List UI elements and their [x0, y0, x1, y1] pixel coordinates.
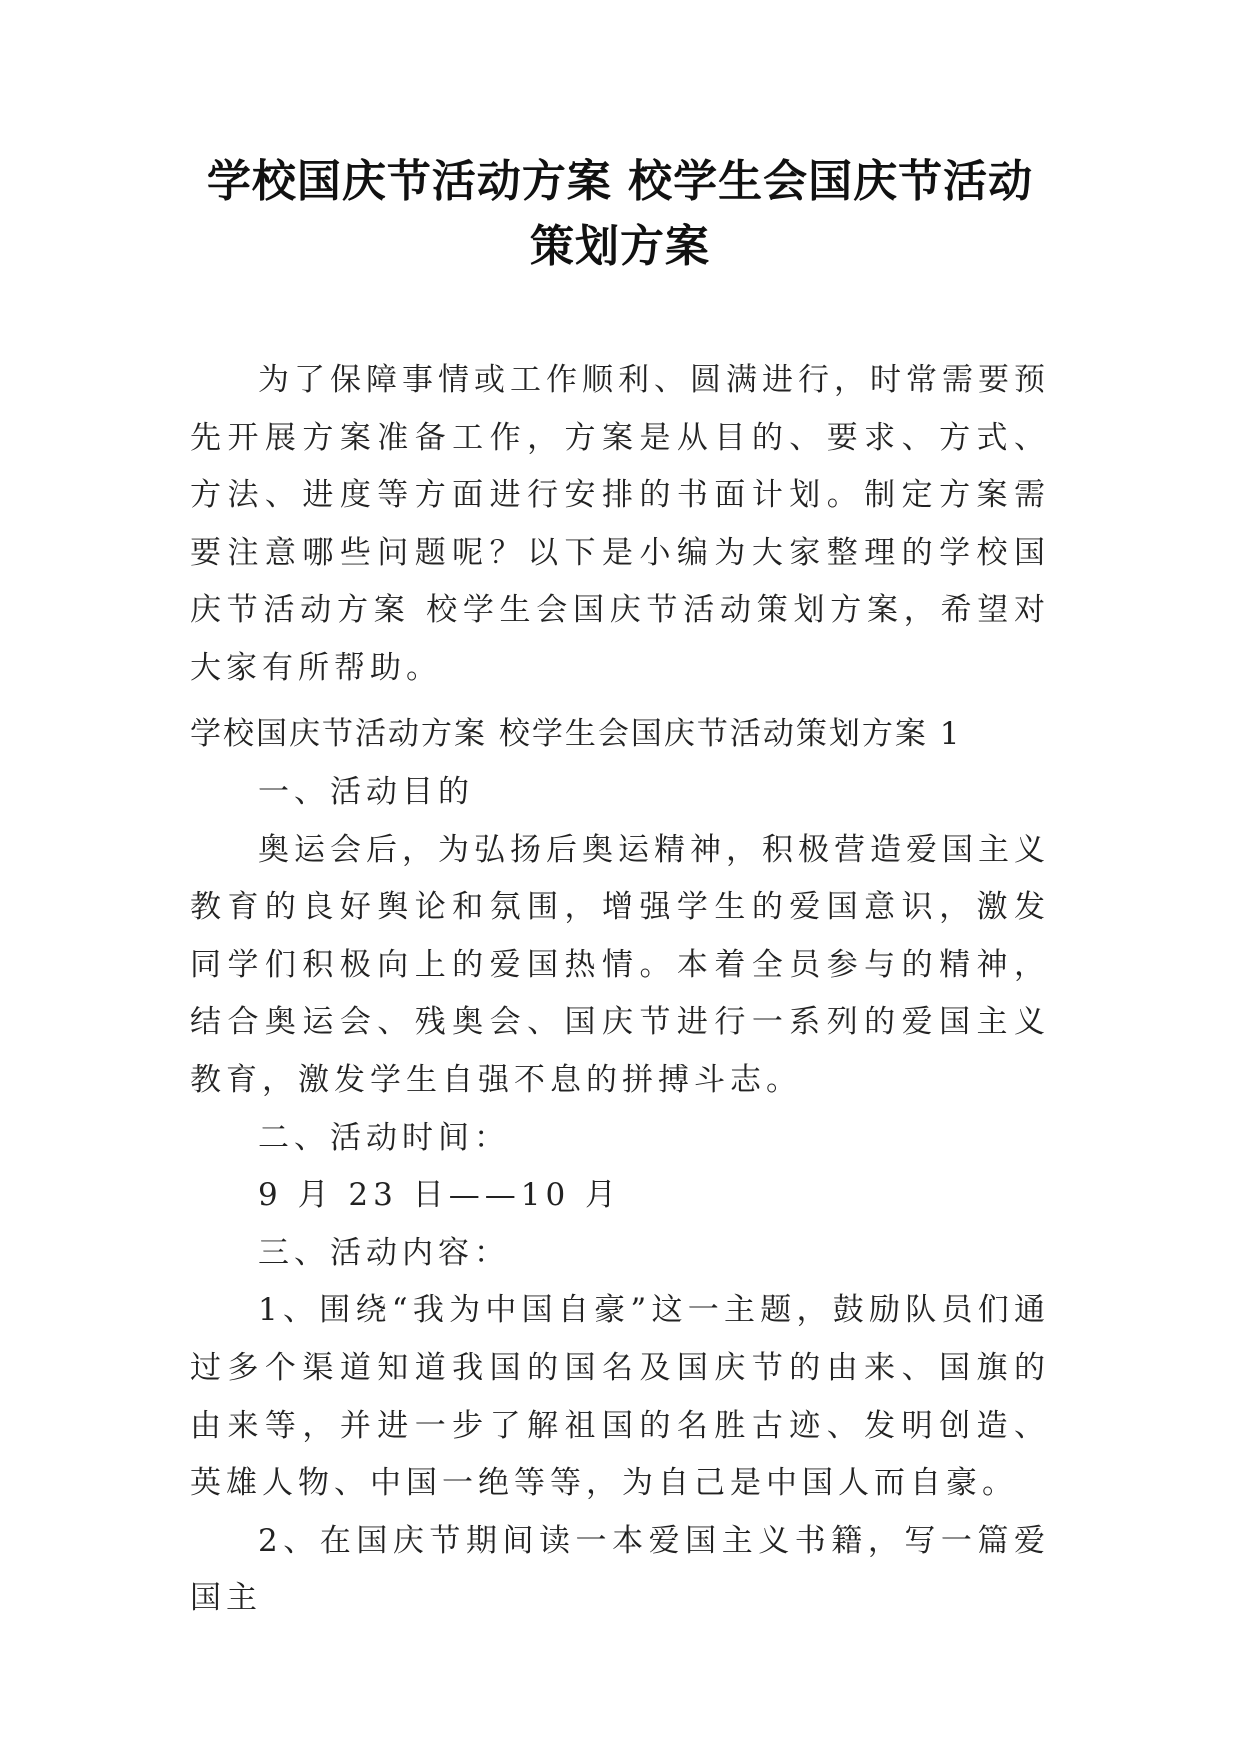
intro-paragraph: 为了保障事情或工作顺利、圆满进行，时常需要预先开展方案准备工作，方案是从目的、要求、方式、方法、进度等方面进行安排的书面计划。制定方案需要注意哪些问题呢？以下是小编为大家整理的学校国庆节活动方案 校学生会国庆节活动策划方案，希望对大家有所帮助。 [190, 362, 1050, 686]
paragraph-time: 9 月 23 日——10 月 [258, 1177, 622, 1214]
document-title-line-2: 策划方案 [530, 221, 710, 272]
paragraph-purpose: 奥运会后，为弘扬后奥运精神，积极营造爱国主义教育的良好舆论和氛围，增强学生的爱国意识，激发同学们积极向上的爱国热情。本着全员参与的精神，结合奥运会、残奥会、国庆节进行一系列的爱国主义教育，激发学生自强不息的拼搏斗志。 [190, 831, 1050, 1098]
intro-block [190, 352, 1050, 698]
heading-purpose: 一、活动目的 [258, 774, 474, 810]
heading-time: 二、活动时间： [258, 1119, 510, 1156]
heading-content: 三、活动内容： [258, 1234, 510, 1271]
section-heading-block [190, 706, 1050, 764]
paragraph-item-1: 1、围绕“我为中国自豪”这一主题，鼓励队员们通过多个渠道知道我国的国名及国庆节的由来、国旗的由来等，并进一步了解祖国的名胜古迹、发明创造、英雄人物、中国一绝等等，为自己是中国人而自豪。 [190, 1292, 1050, 1502]
document-title-line-1: 学校国庆节活动方案 校学生会国庆节活动 [206, 156, 1034, 207]
content-block [190, 764, 1050, 1628]
section-title: 学校国庆节活动方案 校学生会国庆节活动策划方案 1 [190, 716, 962, 752]
paragraph-item-2: 2、在国庆节期间读一本爱国主义书籍，写一篇爱国主 [190, 1522, 1050, 1617]
